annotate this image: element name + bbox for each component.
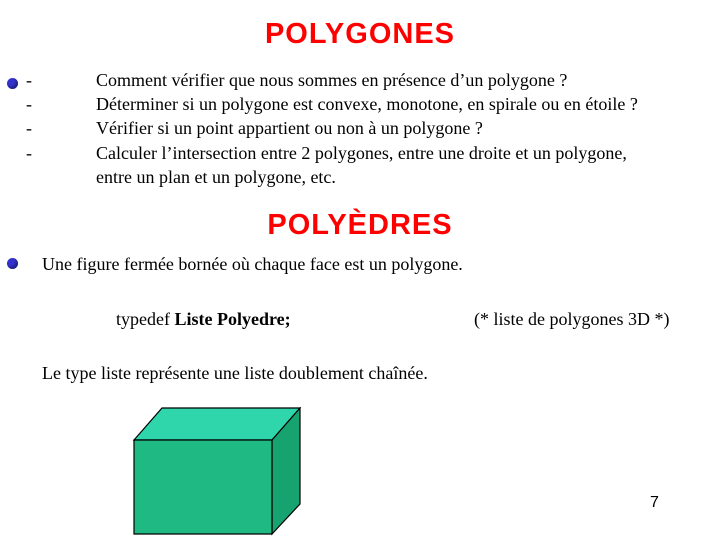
- dash-2: -: [26, 94, 32, 114]
- polyedres-definition: Une figure fermée bornée où chaque face est un polygone.: [42, 254, 463, 274]
- cube-illustration: [128, 407, 308, 537]
- polygones-line-3: Vérifier si un point appartient ou non à un polygone ?: [96, 118, 483, 138]
- page-number: 7: [650, 494, 659, 511]
- cube-front-face: [134, 440, 272, 534]
- polygones-line-1: Comment vérifier que nous sommes en présence d’un polygone ?: [96, 70, 568, 90]
- bullet-icon: [7, 258, 18, 269]
- typedef-keyword: typedef: [116, 309, 175, 329]
- polygones-title: POLYGONES: [264, 18, 456, 50]
- dash-1: -: [26, 70, 32, 90]
- typedef-declaration: [116, 309, 291, 330]
- list-type-note: Le type liste représente une liste doublement chaînée.: [42, 363, 428, 383]
- bullet-icon: [7, 78, 18, 89]
- polyedres-title: POLYÈDRES: [267, 209, 453, 241]
- typedef-comment: (* liste de polygones 3D *): [474, 309, 670, 329]
- dash-3: -: [26, 118, 32, 138]
- dash-4: -: [26, 143, 32, 163]
- polygones-line-4: Calculer l’intersection entre 2 polygones, entre une droite et un polygone,: [96, 143, 627, 163]
- polygones-line-5: entre un plan et un polygone, etc.: [96, 167, 336, 187]
- typedef-name: Liste Polyedre;: [174, 309, 291, 329]
- cube-top-face: [134, 408, 300, 440]
- polygones-line-2: Déterminer si un polygone est convexe, monotone, en spirale ou en étoile ?: [96, 94, 638, 114]
